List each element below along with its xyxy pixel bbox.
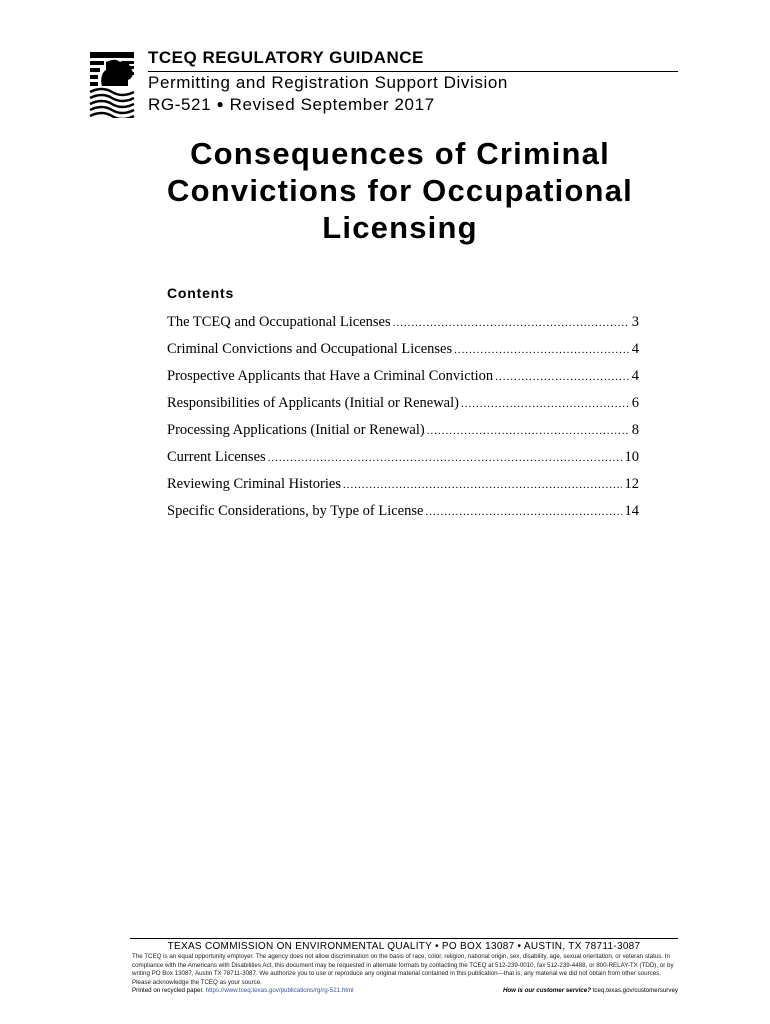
toc-entry[interactable] xyxy=(167,368,639,395)
guidance-header-title: TCEQ REGULATORY GUIDANCE xyxy=(148,48,424,67)
bullet-separator: ● xyxy=(216,97,225,111)
toc-entry-page: 3 xyxy=(631,314,639,330)
toc-leader-dots xyxy=(425,506,621,518)
toc-entry[interactable] xyxy=(167,395,639,422)
toc-entry-page: 10 xyxy=(624,449,639,465)
toc-entry-page: 12 xyxy=(624,476,639,492)
footer-links-line xyxy=(132,987,678,994)
toc-entry-page: 14 xyxy=(624,503,639,519)
customer-survey xyxy=(503,987,678,994)
toc-entry-page: 4 xyxy=(631,368,639,384)
document-title-line: Convictions for Occupational xyxy=(167,173,633,208)
toc-leader-dots xyxy=(393,317,629,329)
document-number: RG-521 xyxy=(148,95,212,114)
toc-entry-page: 6 xyxy=(631,395,639,411)
document-title xyxy=(120,135,680,246)
survey-url[interactable]: tceq.texas.gov/customersurvey xyxy=(592,987,678,994)
division-name: Permitting and Registration Support Division xyxy=(148,73,508,92)
toc-entry-label: Current Licenses xyxy=(167,449,266,465)
footer-divider xyxy=(130,938,678,939)
toc-entry[interactable] xyxy=(167,422,639,449)
toc-entry[interactable] xyxy=(167,341,639,368)
toc-entry-label: Processing Applications (Initial or Renewal) xyxy=(167,422,425,438)
toc-entry[interactable] xyxy=(167,503,639,530)
toc-entry-label: Prospective Applicants that Have a Criminal Conviction xyxy=(167,368,494,384)
header-divider xyxy=(148,71,678,72)
toc-entry-page: 4 xyxy=(631,341,639,357)
revision-date: Revised September 2017 xyxy=(229,95,435,114)
revision-line xyxy=(148,95,435,115)
toc-entry-label: Reviewing Criminal Histories xyxy=(167,476,341,492)
toc-entry-page: 8 xyxy=(631,422,639,438)
toc-entry[interactable] xyxy=(167,476,639,503)
printed-prefix: Printed on recycled paper. xyxy=(132,987,204,994)
recycled-paper-note xyxy=(132,987,354,994)
document-title-line: Consequences of Criminal xyxy=(190,136,610,171)
footer-disclaimer: The TCEQ is an equal opportunity employer. The agency does not allow discrimination on the basis of race, color, religion, national origin, sex, disability, age, sexual orientation, or veteran status. In compliance with the Americans with Disabilities Act, this document may be requested in alternate formats by contacting the TCEQ at 512-239-0010, fax 512-239-4488, or 800-RELAY-TX (TDD), or by writing PO Box 13087, Austin TX 78711-3087. We authorize you to use or reproduce any original material contained in this publication—that is, any material we did not obtain from other sources. Please acknowledge the TCEQ as your source. xyxy=(132,953,674,986)
table-of-contents xyxy=(167,314,639,530)
toc-leader-dots xyxy=(268,452,622,464)
toc-leader-dots xyxy=(454,344,629,356)
toc-entry-label: Specific Considerations, by Type of License xyxy=(167,503,424,519)
toc-entry[interactable] xyxy=(167,449,639,476)
survey-question: How is our customer service? xyxy=(502,987,591,994)
publication-url-link[interactable]: https://www.tceq.texas.gov/publications/rg/rg-521.html xyxy=(205,987,354,994)
toc-entry-label: Criminal Convictions and Occupational Licenses xyxy=(167,341,453,357)
toc-leader-dots xyxy=(461,398,629,410)
toc-entry-label: The TCEQ and Occupational Licenses xyxy=(167,314,391,330)
contents-heading: Contents xyxy=(167,285,235,301)
footer-address: TEXAS COMMISSION ON ENVIRONMENTAL QUALITY • PO BOX 13087 • AUSTIN, TX 78711-3087 xyxy=(167,941,641,952)
toc-leader-dots xyxy=(343,479,622,491)
tceq-logo-icon xyxy=(88,52,136,118)
toc-entry-label: Responsibilities of Applicants (Initial or Renewal) xyxy=(167,395,459,411)
document-title-line: Licensing xyxy=(322,210,478,245)
toc-leader-dots xyxy=(427,425,629,437)
toc-entry[interactable] xyxy=(167,314,639,341)
toc-leader-dots xyxy=(495,371,629,383)
